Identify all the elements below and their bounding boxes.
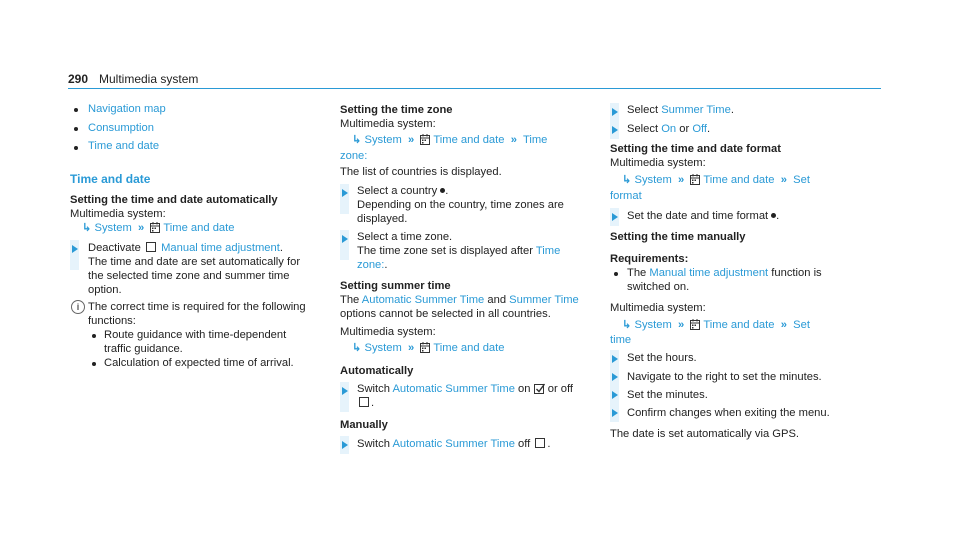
- step-marker: [610, 208, 620, 226]
- step-text: zone:.: [357, 259, 388, 271]
- radio-dot-icon: [440, 188, 445, 193]
- switch-off-line: .: [357, 396, 374, 411]
- manual-time-adjustment-link[interactable]: Manual time adjustment: [161, 242, 280, 254]
- checkbox-icon: [535, 438, 545, 448]
- select-on-off-step: Select On or Off.: [627, 123, 711, 135]
- path-set[interactable]: Set: [793, 174, 810, 186]
- multimedia-label: Multimedia system:: [340, 118, 436, 130]
- summer-text: options cannot be selected in all countries.: [340, 308, 551, 320]
- step-marker: [610, 404, 620, 422]
- automatic-summer-time-link[interactable]: Automatic Summer Time: [392, 383, 515, 395]
- path-format[interactable]: format: [610, 190, 642, 202]
- link-time-and-date[interactable]: Time and date: [88, 140, 160, 152]
- subsection-title: Setting the time manually: [610, 231, 746, 243]
- function-item: Route guidance with time-dependent: [104, 329, 287, 341]
- select-summer-time-step: Select Summer Time.: [627, 104, 734, 116]
- desc-line: the selected time zone and summer time: [88, 270, 290, 282]
- header-rule: [68, 88, 881, 89]
- desc-line: The time and date are set automatically for: [88, 256, 301, 268]
- path-arrow-icon: ↳: [352, 134, 362, 146]
- path-system[interactable]: System: [364, 342, 402, 354]
- multimedia-label: Multimedia system:: [340, 326, 436, 338]
- path-next-icon: »: [404, 342, 418, 354]
- path-next-icon: »: [674, 319, 688, 331]
- menu-path: [352, 341, 504, 358]
- path-time-and-date[interactable]: Time and date: [703, 319, 775, 331]
- checkbox-icon: [146, 242, 156, 252]
- bullet-icon: [74, 127, 78, 131]
- step-confirm: Confirm changes when exiting the menu.: [627, 407, 830, 419]
- step-marker: [610, 103, 620, 121]
- subsection-title: Automatically: [340, 365, 414, 377]
- path-arrow-icon: ↳: [622, 319, 632, 331]
- page-title: Multimedia system: [99, 72, 199, 86]
- subsection-title: Setting the time and date format: [610, 143, 781, 155]
- bullet-icon: [74, 146, 78, 150]
- automatic-summer-time-link[interactable]: Automatic Summer Time: [392, 438, 515, 450]
- step-marker: [610, 386, 620, 404]
- path-time-and-date[interactable]: Time and date: [163, 222, 235, 234]
- subsection-title: Setting the time and date automatically: [70, 194, 278, 206]
- step-marker: [610, 350, 620, 368]
- summer-time-link[interactable]: Summer Time: [509, 294, 579, 306]
- step-marker: [610, 368, 620, 386]
- step-hours: Set the hours.: [627, 352, 697, 364]
- step-marker: [340, 230, 350, 260]
- requirements-title: Requirements:: [610, 253, 689, 265]
- off-link[interactable]: Off: [692, 123, 708, 135]
- path-time[interactable]: Time: [522, 134, 548, 146]
- checkbox-checked-icon: [534, 383, 545, 399]
- calendar-icon: [150, 222, 160, 238]
- path-next-icon: »: [777, 174, 791, 186]
- step-text: displayed.: [357, 213, 408, 225]
- subsection-title: Manually: [340, 419, 388, 431]
- summer-time-link[interactable]: Summer Time: [661, 104, 731, 116]
- time-zone-link[interactable]: Time: [535, 245, 561, 257]
- calendar-icon: [690, 319, 700, 335]
- radio-dot-icon: [771, 213, 776, 218]
- step-select-country: Select a country .: [357, 185, 449, 197]
- step-marker: [340, 436, 350, 454]
- function-item: Calculation of expected time of arrival.: [104, 357, 294, 369]
- section-title: Time and date: [70, 172, 151, 186]
- path-time[interactable]: time: [610, 334, 632, 346]
- subsection-title: Setting summer time: [340, 280, 451, 292]
- step-marker: [340, 382, 350, 412]
- gps-note: The date is set automatically via GPS.: [610, 428, 800, 440]
- page-number: 290: [68, 72, 89, 86]
- path-set[interactable]: Set: [793, 319, 810, 331]
- info-line: functions:: [88, 315, 136, 327]
- step-text: Depending on the country, time zones are: [357, 199, 564, 211]
- step-navigate: Navigate to the right to set the minutes.: [627, 371, 822, 383]
- menu-path: [352, 133, 547, 150]
- path-next-icon: »: [674, 174, 688, 186]
- automatic-summer-time-link[interactable]: Automatic Summer Time: [361, 294, 485, 306]
- bullet-icon: [614, 272, 618, 276]
- path-next-icon: »: [134, 222, 148, 234]
- step-minutes: Set the minutes.: [627, 389, 708, 401]
- multimedia-label: Multimedia system:: [610, 302, 706, 314]
- menu-path: [622, 173, 810, 190]
- list-text: The list of countries is displayed.: [340, 166, 502, 178]
- summer-text: The Automatic Summer Time and Summer Time: [340, 294, 579, 306]
- on-link[interactable]: On: [661, 123, 677, 135]
- set-format-step: Set the date and time format .: [627, 210, 780, 222]
- path-next-icon: »: [777, 319, 791, 331]
- step-marker: [70, 240, 80, 270]
- step-select-zone: Select a time zone.: [357, 231, 453, 243]
- subsection-title: Setting the time zone: [340, 104, 453, 116]
- path-zone[interactable]: zone:: [340, 150, 368, 162]
- path-next-icon: »: [507, 134, 521, 146]
- checkbox-icon: [359, 397, 369, 407]
- path-arrow-icon: ↳: [622, 174, 632, 186]
- step-marker: [340, 184, 350, 214]
- path-arrow-icon: ↳: [352, 342, 362, 354]
- path-time-and-date[interactable]: Time and date: [703, 174, 775, 186]
- info-icon: i: [71, 300, 85, 314]
- path-arrow-icon: ↳: [82, 222, 92, 234]
- manual-time-adjustment-link[interactable]: Manual time adjustment: [649, 267, 769, 279]
- bullet-icon: [92, 334, 96, 338]
- switch-off-step: Switch Automatic Summer Time off .: [357, 438, 551, 450]
- time-zone-link[interactable]: zone:: [357, 259, 385, 271]
- menu-path: [622, 318, 810, 335]
- path-time-and-date[interactable]: Time and date: [433, 342, 505, 354]
- link-navigation-map[interactable]: Navigation map: [88, 103, 166, 115]
- deactivate-step: Deactivate Manual time adjustment.: [88, 242, 283, 254]
- path-next-icon: »: [404, 134, 418, 146]
- link-consumption[interactable]: Consumption: [88, 122, 154, 134]
- multimedia-label: Multimedia system:: [610, 157, 706, 169]
- path-system[interactable]: System: [364, 134, 402, 146]
- path-time-and-date[interactable]: Time and date: [433, 134, 505, 146]
- path-system[interactable]: System: [94, 222, 132, 234]
- info-line: The correct time is required for the following: [88, 301, 306, 313]
- step-marker: [610, 121, 620, 139]
- step-text: The time zone set is displayed after Time: [357, 245, 561, 257]
- bullet-icon: [74, 108, 78, 112]
- multimedia-label: Multimedia system:: [70, 208, 166, 220]
- calendar-icon: [420, 134, 430, 150]
- requirement-item: The Manual time adjustment function is: [627, 267, 822, 279]
- function-item: traffic guidance.: [104, 343, 183, 355]
- menu-path: [82, 221, 234, 238]
- bullet-icon: [92, 362, 96, 366]
- switch-on-step: Switch Automatic Summer Time on or off: [357, 382, 573, 399]
- calendar-icon: [690, 174, 700, 190]
- path-system[interactable]: System: [634, 319, 672, 331]
- calendar-icon: [420, 342, 430, 358]
- requirement-item: switched on.: [627, 281, 690, 293]
- desc-line: option.: [88, 284, 122, 296]
- path-system[interactable]: System: [634, 174, 672, 186]
